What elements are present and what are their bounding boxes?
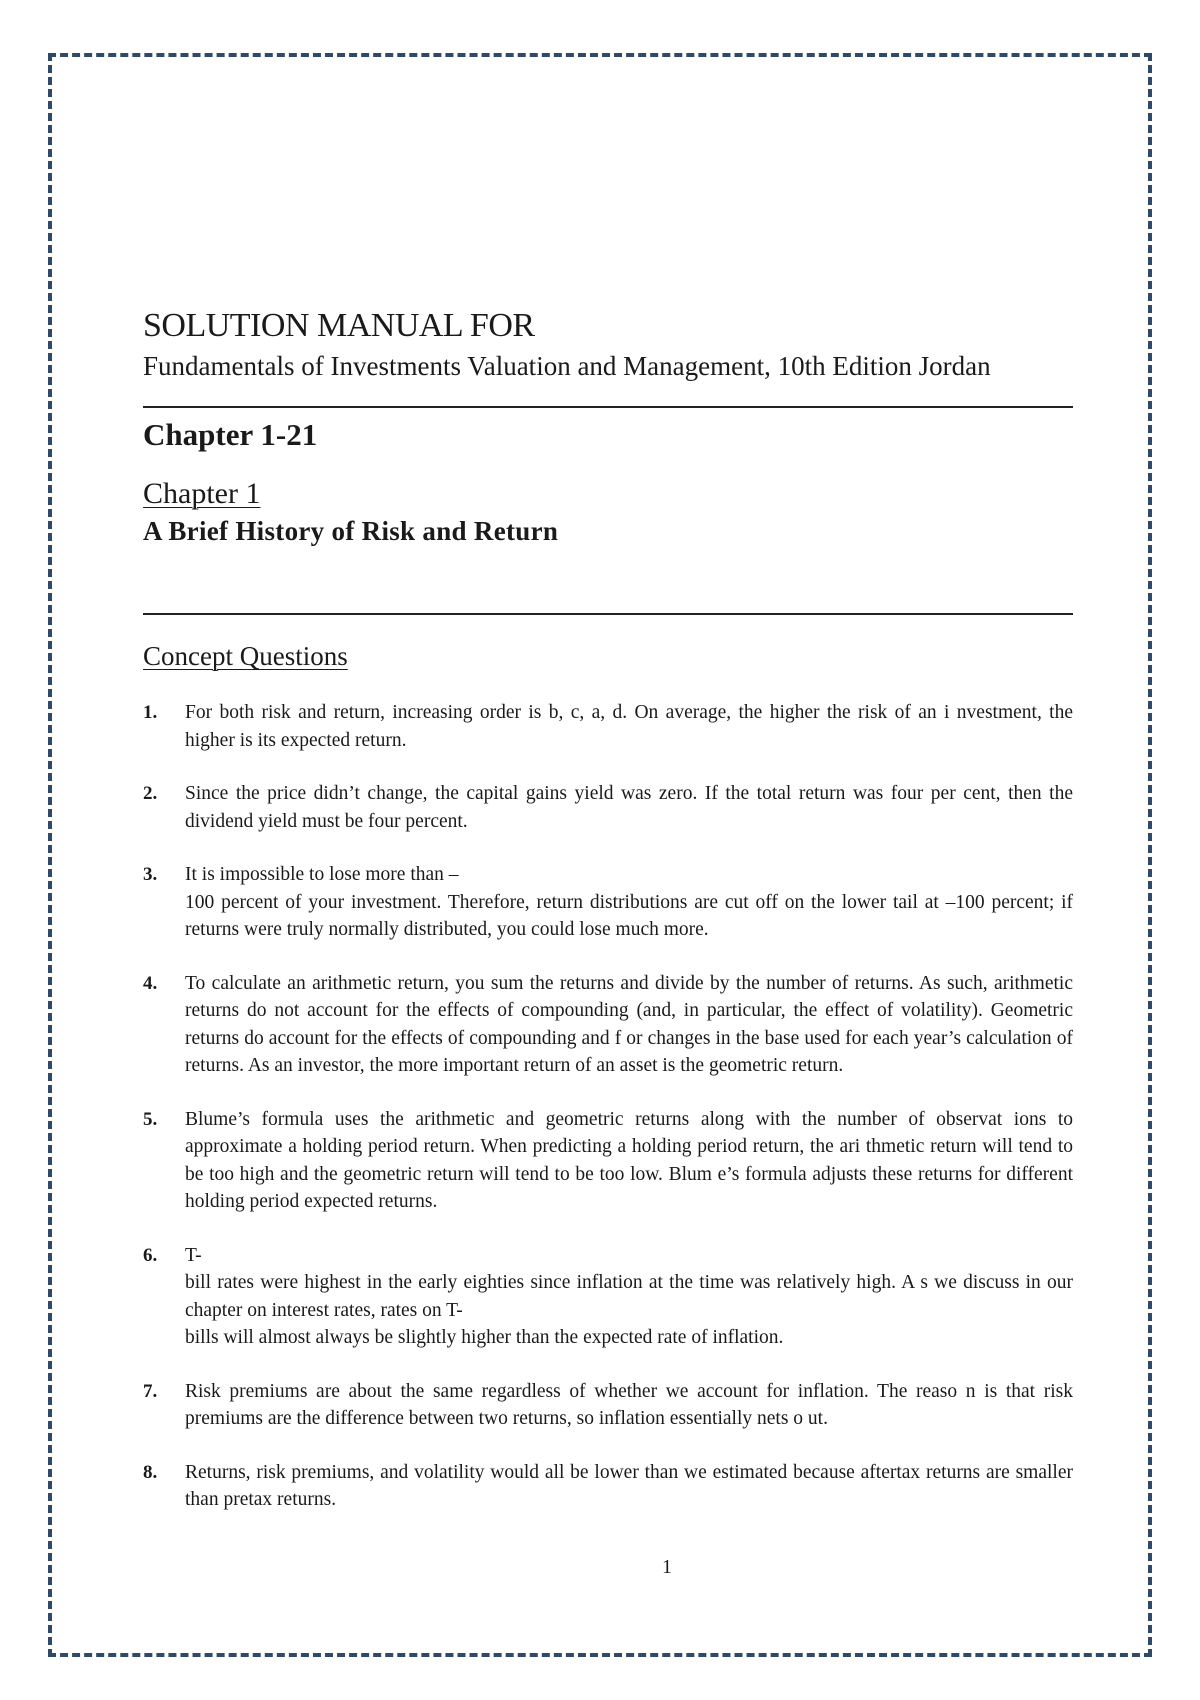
question-text: Risk premiums are about the same regardless of whether we account for inflation. The reaso n is that risk premiums are the difference between two returns, so inflation essentially nets o ut. bbox=[185, 1380, 1073, 1429]
section-heading: Concept Questions bbox=[143, 641, 348, 671]
chapter-label: Chapter 1 bbox=[143, 477, 261, 510]
question-text: To calculate an arithmetic return, you sum the returns and divide by the number of returns. As such, arithmetic returns do not account for the effects of compounding (and, in particular, the effect of volatility). Geometric returns do account for the effects of compounding and f or changes in the base used for each year’s calculation of returns. As an investor, the more important return of an asset is the geometric return. bbox=[185, 972, 1073, 1076]
question-item bbox=[143, 1459, 1073, 1514]
question-list bbox=[143, 699, 1073, 1514]
divider bbox=[143, 613, 1073, 615]
document-subtitle: Fundamentals of Investments Valuation and Management, 10th Edition Jordan bbox=[143, 351, 991, 381]
document-title: SOLUTION MANUAL FOR bbox=[143, 307, 535, 344]
question-number: 1. bbox=[143, 702, 158, 723]
question-item bbox=[143, 780, 1073, 835]
chapter-range: Chapter 1-21 bbox=[143, 417, 318, 452]
question-text: It is impossible to lose more than – 100 percent of your investment. Therefore, return distributions are cut off on the lower tail at –100 percent; if returns were truly normally distributed, you could lose much more. bbox=[185, 864, 1073, 940]
document-body bbox=[143, 306, 1073, 1540]
question-text: Blume’s formula uses the arithmetic and geometric returns along with the number of observat ions to approximate a holding period return. When predicting a holding period return, the ari thmetic return will tend to be too high and the geometric return will tend to be too low. Blum e’s formula adjusts these returns for different holding period expected returns. bbox=[185, 1108, 1073, 1212]
question-item bbox=[143, 1106, 1073, 1216]
question-item bbox=[143, 1378, 1073, 1433]
divider bbox=[143, 406, 1073, 408]
question-number: 2. bbox=[143, 783, 158, 804]
chapter-name: A Brief History of Risk and Return bbox=[143, 516, 559, 546]
question-number: 4. bbox=[143, 972, 158, 994]
page-number: 1 bbox=[662, 1556, 672, 1578]
question-text: Returns, risk premiums, and volatility would all be lower than we estimated because aftertax returns are smaller than pretax returns. bbox=[185, 1461, 1073, 1510]
question-number: 7. bbox=[143, 1380, 158, 1402]
question-item bbox=[143, 699, 1073, 754]
question-number: 5. bbox=[143, 1108, 158, 1130]
question-text: T- bill rates were highest in the early eighties since inflation at the time was relatively high. A s we discuss in our chapter on interest rates, rates on T- bills will almost always be slightly higher than the expected rate of inflation. bbox=[185, 1244, 1073, 1348]
question-number: 8. bbox=[143, 1461, 158, 1483]
question-item bbox=[143, 970, 1073, 1080]
question-number: 3. bbox=[143, 864, 158, 885]
question-text: For both risk and return, increasing order is b, c, a, d. On average, the higher the risk of an i nvestment, the higher is its expected return. bbox=[185, 702, 1073, 751]
question-item bbox=[143, 1242, 1073, 1352]
question-item bbox=[143, 861, 1073, 944]
question-text: Since the price didn’t change, the capital gains yield was zero. If the total return was four per cent, then the dividend yield must be four percent. bbox=[185, 783, 1073, 832]
question-number: 6. bbox=[143, 1244, 158, 1266]
